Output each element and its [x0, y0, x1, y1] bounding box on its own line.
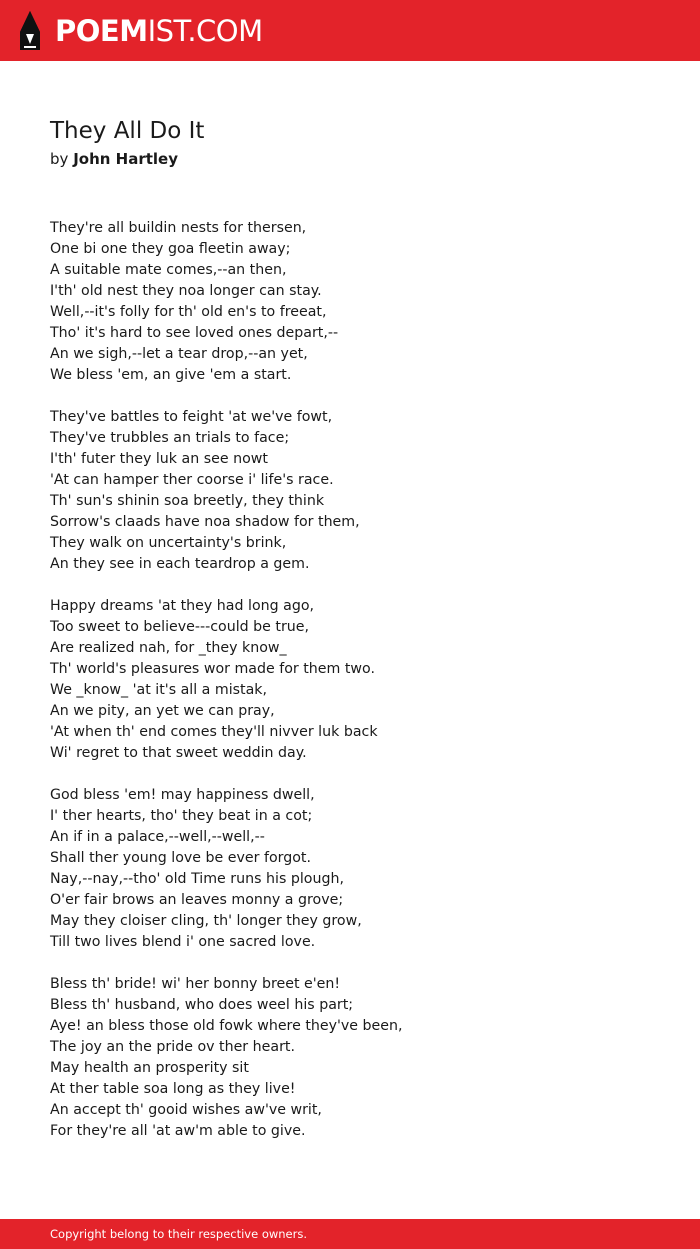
poem-stanza — [50, 974, 670, 1142]
poem-line: O'er fair brows an leaves monny a grove; — [50, 892, 344, 908]
poem-line: Too sweet to believe---could be true, — [50, 619, 310, 635]
poem-line: We bless 'em, an give 'em a start. — [50, 367, 292, 383]
poem-line: Nay,--nay,--tho' old Time runs his plough, — [50, 871, 344, 887]
poem-line: 'At can hamper ther coorse i' life's race. — [50, 472, 334, 488]
site-footer — [0, 1219, 700, 1249]
poem-stanza — [50, 785, 670, 953]
poem-line: Tho' it's hard to see loved ones depart,-- — [50, 325, 339, 341]
poem-line: An they see in each teardrop a gem. — [50, 556, 310, 572]
poem-line: May health an prosperity sit — [50, 1060, 249, 1076]
poem-line: Aye! an bless those old fowk where they've been, — [50, 1018, 403, 1034]
poem-line: We _know_ 'at it's all a mistak, — [50, 682, 268, 698]
poem-line: An we pity, an yet we can pray, — [50, 703, 275, 719]
site-logo[interactable] — [17, 10, 263, 52]
poem-line: They've trubbles an trials to face; — [50, 430, 290, 446]
logo-text — [55, 10, 263, 52]
poem-line: The joy an the pride ov ther heart. — [50, 1039, 295, 1055]
poem-line: An if in a palace,--well,--well,-- — [50, 829, 265, 845]
poem-line: For they're all 'at aw'm able to give. — [50, 1123, 306, 1139]
poem-line: Well,--it's folly for th' old en's to freeat, — [50, 304, 327, 320]
poem-line: An we sigh,--let a tear drop,--an yet, — [50, 346, 308, 362]
poem-line: Bless th' husband, who does weel his part; — [50, 997, 354, 1013]
poem-line: I'th' futer they luk an see nowt — [50, 451, 268, 467]
poem-line: Till two lives blend i' one sacred love. — [50, 934, 316, 950]
poem-line: Happy dreams 'at they had long ago, — [50, 598, 315, 614]
poem-author: John Hartley — [73, 150, 178, 168]
poem-line: They walk on uncertainty's brink, — [50, 535, 287, 551]
logo-text-light: IST.COM — [147, 14, 263, 48]
poem-title: They All Do It — [50, 118, 205, 144]
poem-line: They've battles to feight 'at we've fowt, — [50, 409, 333, 425]
poem-line: Th' sun's shinin soa breetly, they think — [50, 493, 325, 509]
poem-stanza — [50, 596, 670, 764]
poem-line: Th' world's pleasures wor made for them two. — [50, 661, 375, 677]
poem-line: Bless th' bride! wi' her bonny breet e'en! — [50, 976, 341, 992]
poem-line: Shall ther young love be ever forgot. — [50, 850, 311, 866]
by-label: by — [50, 150, 69, 168]
pencil-icon — [17, 10, 43, 52]
poem-body — [50, 218, 670, 1163]
poem-byline — [50, 148, 178, 170]
poem-line: God bless 'em! may happiness dwell, — [50, 787, 315, 803]
poem-line: May they cloiser cling, th' longer they grow, — [50, 913, 362, 929]
poem-line: I' ther hearts, tho' they beat in a cot; — [50, 808, 313, 824]
poem-line: Are realized nah, for _they know_ — [50, 640, 287, 656]
poem-line: I'th' old nest they noa longer can stay. — [50, 283, 322, 299]
poem-line: They're all buildin nests for thersen, — [50, 220, 307, 236]
poem-line: A suitable mate comes,--an then, — [50, 262, 287, 278]
poem-stanza — [50, 218, 670, 386]
poem-stanza — [50, 407, 670, 575]
poem-line: At ther table soa long as they live! — [50, 1081, 296, 1097]
copyright-text: Copyright belong to their respective owners. — [50, 1227, 308, 1241]
poem-line: Wi' regret to that sweet weddin day. — [50, 745, 307, 761]
poem-line: An accept th' gooid wishes aw've writ, — [50, 1102, 322, 1118]
site-header — [0, 0, 700, 61]
poem-line: 'At when th' end comes they'll nivver luk back — [50, 724, 378, 740]
logo-text-bold: POEM — [55, 14, 148, 48]
poem-line: One bi one they goa fleetin away; — [50, 241, 291, 257]
poem-line: Sorrow's claads have noa shadow for them, — [50, 514, 360, 530]
